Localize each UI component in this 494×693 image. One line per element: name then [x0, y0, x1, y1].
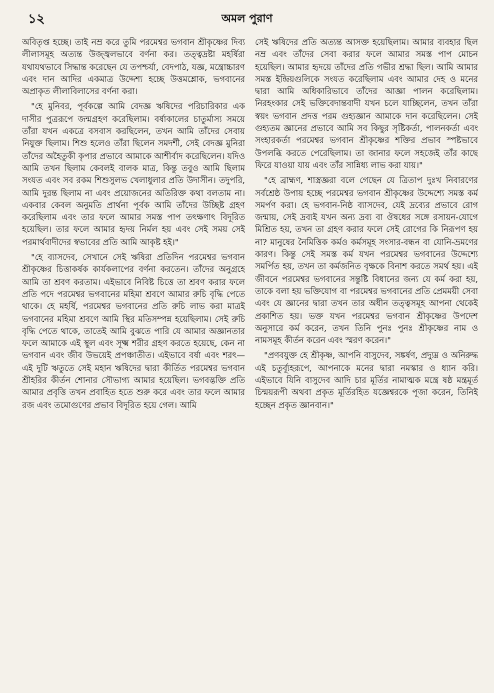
- page-number: ১২: [28, 12, 45, 27]
- paragraph: অবিতৃপ্ত হচ্ছে। তাই নম্র করে তুমি পরমেশ্বর ভগবান শ্রীকৃষ্ণের দিব্য লীলাসমূহ অত্যন্ত উজ্জ্বলভাবে বর্ণনা কর। তত্ত্বদ্রষ্টা মহর্ষিরা যথাযথভাবে সিদ্ধান্ত করেছেন যে তপশ্চর্যা, বেদপাঠ, যজ্ঞ, মন্ত্রোচ্চারণ এবং দান আদির একমাত্র উদ্দেশ্য হচ্ছে উত্তমশ্লোক, ভগবানের অপ্রাকৃত লীলাবিলাসের বর্ণনা করা।: [22, 37, 245, 97]
- page-header: [0, 10, 494, 28]
- left-column: [22, 36, 245, 682]
- text-columns: [22, 36, 478, 682]
- paragraph: "হে মুনিবর, পূর্বকল্পে আমি বেদজ্ঞ ঋষিদের পরিচারিকার এক দাসীর পুত্ররূপে জন্মগ্রহণ করেছিলাম। বর্ষাকালের চাতুর্মাস্য সময়ে তাঁরা যখন একত্রে বসবাস করছিলেন, তখন আমি তাঁদের সেবায় নিযুক্ত ছিলাম। শিশু হলেও তাঁরা ছিলেন সমদর্শী, সেই বেদজ্ঞ মুনিরা তাঁদের অহৈতুকী কৃপার প্রভাবে আমাকে আশীর্বাদ করেছিলেন। যদিও আমি তখন ছিলাম কেবলই বালক মাত্র, কিন্তু তবুও আমি ছিলাম সংযত এবং সব রকম শিশুসুলভ খেলাধুলার প্রতি উদাসীন। তদুপরি, আমি দুরন্ত ছিলাম না এবং প্রয়োজনের অতিরিক্ত কথা বলতাম না। একবার কেবল অনুমতি প্রার্থনা পূর্বক আমি তাঁদের উচ্ছিষ্ট গ্রহণ করেছিলাম এবং তার ফলে আমার সমস্ত পাপ তৎক্ষণাৎ বিদূরিত হয়েছিল। তার ফলে আমার হৃদয় নির্মল হয় এবং সেই সময় সেই পরমার্থবাদীদের স্বভাবের প্রতি আমি আকৃষ্ট হই।": [22, 101, 245, 247]
- paragraph: "হে ব্যাসদেব, সেখানে সেই ঋষিরা প্রতিদিন পরমেশ্বর ভগবান শ্রীকৃষ্ণের চিত্তাকর্ষক কার্যকলাপের বর্ণনা করতেন। তাঁদের অনুগ্রহে আমি তা শ্রবণ করতাম। এইভাবে নিবিষ্ট চিত্তে তা শ্রবণ করার ফলে প্রতি পদে পরমেশ্বর ভগবানের মহিমা শ্রবণে আমার রুচি বৃদ্ধি পেতে থাকে। হে মহর্ষি, পরমেশ্বর ভগবানের প্রতি রুচি লাভ করা মাত্রই ভগবানের মহিমা শ্রবণে আমি স্থির মতিসম্পন্ন হয়েছিলাম। সেই রুচি বৃদ্ধি পেতে থাকে, তাতেই আমি বুঝতে পারি যে আমার অজ্ঞানতার ফলে আমাকে এই স্থূল এবং সূক্ষ্ম শরীর গ্রহণ করতে হয়েছে, কেন না ভগবান এবং জীব উভয়েই প্রপঞ্চাতীত। এইভাবে বর্ষা এবং শরৎ—এই দুটি ঋতুতে সেই মহান ঋষিদের দ্বারা কীর্তিত পরমেশ্বর ভগবান শ্রীহরির কীর্তন শোনার সৌভাগ্য আমার হয়েছিল। ভগবদ্ভক্তি প্রতি আমার প্রবৃত্তি তখন প্রবাহিত হতে শুরু করে এবং তার ফলে আমার রজ এবং তমোগুণের প্রভাব বিদূরিত হয়ে গেল। আমি: [22, 252, 245, 410]
- paragraph: "প্রণবযুক্ত হে শ্রীকৃষ্ণ, আপনি বাসুদেব, সঙ্কর্ষণ, প্রদ্যুম্ন ও অনিরুদ্ধ এই চতুর্ব্যূহরূপে, আপনাকে মনের দ্বারা নমস্কার ও ধ্যান করি। এইভাবে যিনি বাসুদেব আদি চার মূর্তির নামাত্মক মন্ত্রে ষষ্ঠ মন্ত্রমূর্ত চিন্ময়রূপী অথবা প্রকৃত মূর্তিরহিত যজ্ঞেশ্বরকে পূজা করেন, তিনিই হচ্ছেন প্রকৃত জ্ঞানবান।": [255, 350, 478, 410]
- paragraph: "হে ব্রাহ্মণ, শাস্ত্রজ্ঞরা বলে গেছেন যে ত্রিতাপ দুঃখ নিবারণের সর্বশ্রেষ্ঠ উপায় হচ্ছে পরমেশ্বর ভগবান শ্রীকৃষ্ণের উদ্দেশ্যে সমস্ত কর্ম সমর্পণ করা। হে ভগবান-নিষ্ঠ ব্যাসদেব, যেই দ্রব্যের প্রভাবে রোগ জন্মায়, সেই দ্রব্যই যখন অন্য দ্রব্য বা ঔষধের সঙ্গে রসায়ন-যোগে মিশ্রিত হয়, তখন তা গ্রহণ করার ফলে সেই রোগের কি নিরূপণ হয় না? মানুষের নৈমিত্তিক কর্মও কর্মসমূহ সংসার-বন্ধন বা যোনি-ভ্রমণের কারণ। কিন্তু সেই সমস্ত কর্ম যখন পরমেশ্বর ভগবানের উদ্দেশ্যে সমর্পিত হয়, তখন তা কর্মজনিত বৃক্ষকে বিনাশ করতে সমর্থ হয়। এই জীবনে পরমেশ্বর ভগবানের সন্তুষ্টি বিধানের জন্য যে কর্ম করা হয়, তাকে বলা হয় ভক্তিযোগ বা পরমেশ্বর ভগবানের প্রতি প্রেমময়ী সেবা এবং যে জ্ঞানের দ্বারা তখন তার অধীন তত্ত্বসমূহ আপনা থেকেই প্রকাশিত হয়। ভক্ত যখন পরমেশ্বর ভগবান শ্রীকৃষ্ণের উপদেশ অনুসারে কর্ম করেন, তখন তিনি পুনঃ পুনঃ শ্রীকৃষ্ণের নাম ও নামসমূহ কীর্তন করেন এবং স্মরণ করেন।": [255, 175, 478, 346]
- running-title: অমল পুরাণ: [221, 12, 273, 25]
- paragraph: সেই ঋষিদের প্রতি অত্যন্ত আসক্ত হয়েছিলাম। আমার ব্যবহার ছিল নম্র এবং তাঁদের সেবা করার ফলে আমার সমস্ত পাপ মোচন হয়েছিল। আমার হৃদয়ে তাঁদের প্রতি গভীর শ্রদ্ধা ছিল। আমি আমার সমস্ত ইন্দ্রিয়গুলিকে সংযত করেছিলাম এবং আমার দেহ ও মনের দ্বারা আমি অধিকারিভাবে তাঁদের আজ্ঞা পালন করেছিলাম। নিরহংকার সেই ভক্তিবেদান্তবাদী যখন চলে যাচ্ছিলেন, তখন তাঁরা স্বয়ং ভগবান প্রদত্ত পরম গুহ্যজ্ঞান আমাকে দান করেছিলেন। সেই গুহ্যতম জ্ঞানের প্রভাবে আমি সব কিছুর সৃষ্টিকর্তা, পালনকর্তা এবং সংহারকর্তা পরমেশ্বর ভগবান শ্রীকৃষ্ণের শক্তির প্রভাব স্পষ্টভাবে উপলব্ধি করতে পেরেছিলাম। তা জানার ফলে সহজেই তাঁর কাছে ফিরে যাওয়া যায় এবং তাঁর সান্নিধ্য লাভ করা যায়।": [255, 37, 478, 170]
- right-column: [255, 36, 478, 682]
